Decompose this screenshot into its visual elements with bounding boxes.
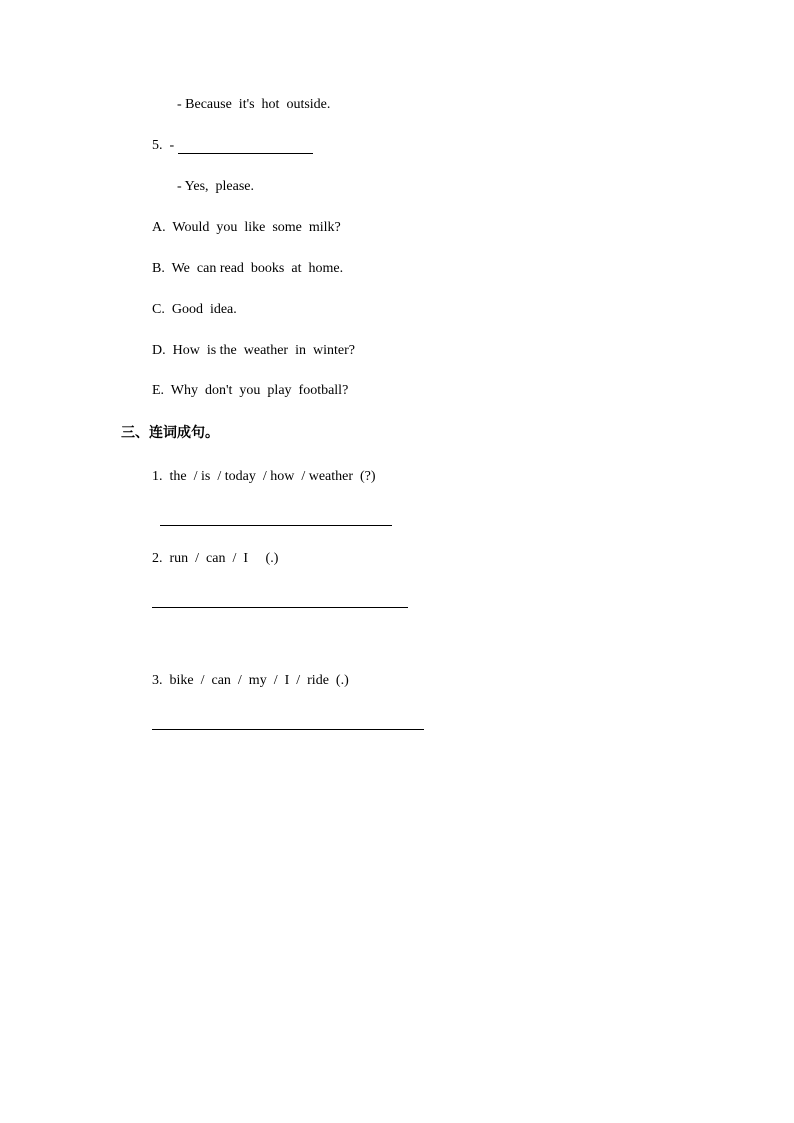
q4-answer-line: - Because it's hot outside. xyxy=(177,97,331,112)
option-d: D. How is the weather in winter? xyxy=(152,343,355,358)
q5-prefix: 5. - xyxy=(152,138,175,153)
q5-answer-line: - Yes, please. xyxy=(177,179,254,194)
sentence-2-answer-blank[interactable] xyxy=(152,607,408,608)
sentence-1-prompt: 1. the / is / today / how / weather (?) xyxy=(152,469,376,484)
option-c: C. Good idea. xyxy=(152,302,237,317)
q5-answer-blank[interactable] xyxy=(178,153,313,154)
option-e: E. Why don't you play football? xyxy=(152,383,349,398)
sentence-1-answer-blank[interactable] xyxy=(160,525,392,526)
option-b: B. We can read books at home. xyxy=(152,261,344,276)
option-a: A. Would you like some milk? xyxy=(152,220,341,235)
sentence-3-answer-blank[interactable] xyxy=(152,729,424,730)
sentence-3-prompt: 3. bike / can / my / I / ride (.) xyxy=(152,673,349,688)
sentence-2-prompt: 2. run / can / I (.) xyxy=(152,551,279,566)
section-3-title: 三、连词成句。 xyxy=(121,425,219,441)
